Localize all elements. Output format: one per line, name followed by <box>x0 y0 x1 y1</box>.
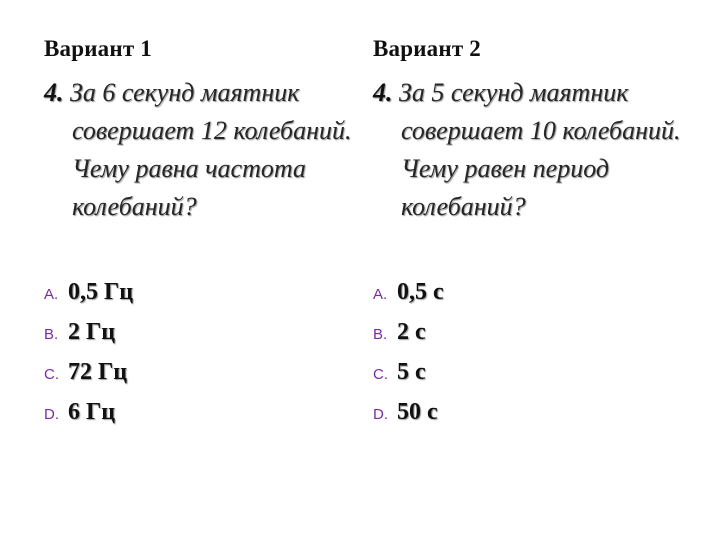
option-text: 0,5 Гц <box>68 279 134 305</box>
option-letter: C. <box>373 366 388 383</box>
answer-option-a <box>44 274 133 314</box>
answer-option-c <box>44 354 133 394</box>
variant-1-question <box>44 74 352 226</box>
question-line <box>44 74 352 112</box>
option-text: 2 Гц <box>68 319 116 345</box>
option-text: 6 Гц <box>68 399 116 425</box>
option-letter: B. <box>373 326 388 343</box>
variant-2-question <box>373 74 681 226</box>
question-text: За 6 секунд маятник <box>70 78 300 107</box>
question-line: совершает 12 колебаний. <box>72 116 352 145</box>
variant-2-title: Вариант 2 <box>373 36 481 61</box>
option-letter: C. <box>44 366 59 383</box>
answer-option-b <box>373 314 444 354</box>
option-text: 2 с <box>397 319 426 345</box>
variant-1-options <box>44 274 133 434</box>
question-line: Чему равна частота <box>72 154 306 183</box>
question-line <box>373 74 681 112</box>
option-letter: D. <box>44 406 59 423</box>
option-letter: B. <box>44 326 59 343</box>
option-letter: A. <box>44 286 59 303</box>
answer-option-d <box>44 394 133 434</box>
answer-option-c <box>373 354 444 394</box>
question-number: 4. <box>44 78 64 107</box>
option-text: 0,5 с <box>397 279 444 305</box>
variant-1-title: Вариант 1 <box>44 36 152 61</box>
question-number: 4. <box>373 78 393 107</box>
option-letter: D. <box>373 406 388 423</box>
question-line: совершает 10 колебаний. <box>401 116 681 145</box>
option-text: 50 с <box>397 399 438 425</box>
option-text: 72 Гц <box>68 359 128 385</box>
answer-option-d <box>373 394 444 434</box>
answer-option-a <box>373 274 444 314</box>
question-line: колебаний? <box>401 192 526 221</box>
option-text: 5 с <box>397 359 426 385</box>
question-line: Чему равен период <box>401 154 610 183</box>
question-line: колебаний? <box>72 192 197 221</box>
variant-2-options <box>373 274 444 434</box>
question-text: За 5 секунд маятник <box>399 78 629 107</box>
answer-option-b <box>44 314 133 354</box>
option-letter: A. <box>373 286 388 303</box>
